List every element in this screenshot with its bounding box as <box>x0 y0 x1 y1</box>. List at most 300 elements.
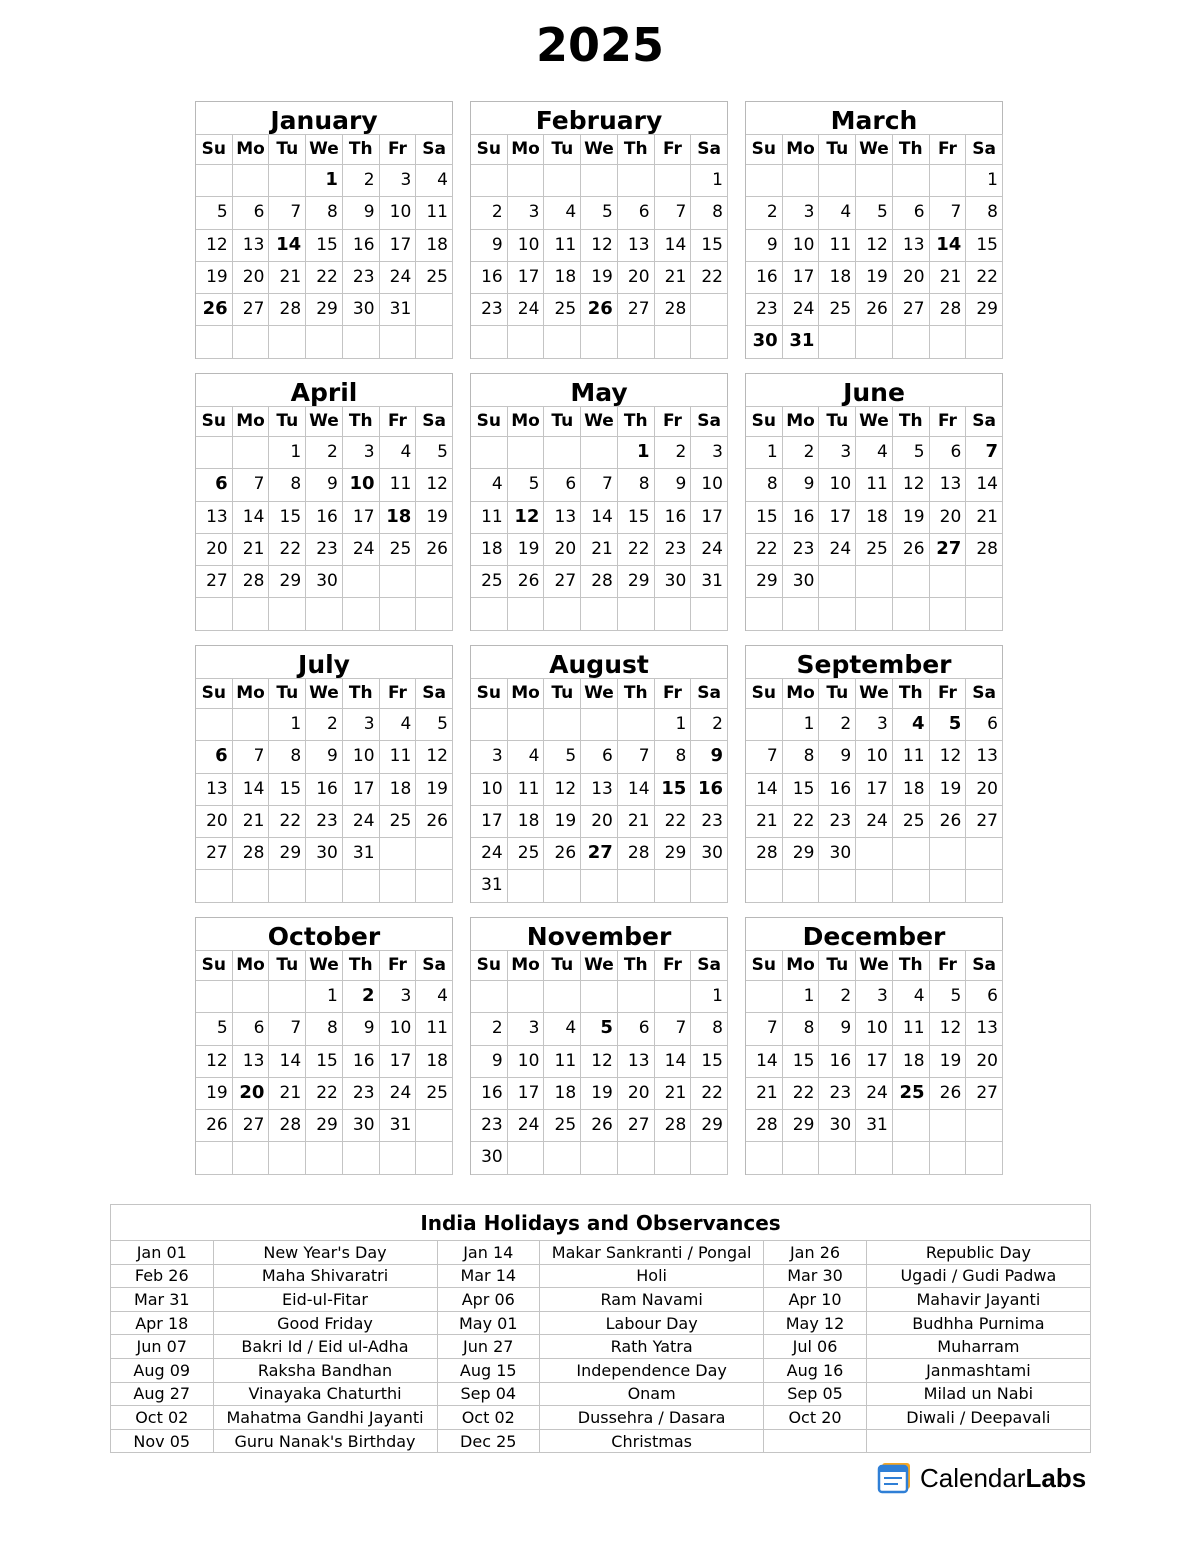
day-cell: 11 <box>819 230 856 262</box>
holiday-date: Apr 18 <box>111 1311 214 1335</box>
day-cell: 17 <box>508 262 545 294</box>
empty-cell <box>966 1110 1003 1142</box>
day-cell: 28 <box>746 1110 783 1142</box>
day-cell: 2 <box>819 981 856 1013</box>
holiday-name: Eid-ul-Fitar <box>213 1288 437 1312</box>
day-cell: 11 <box>544 230 581 262</box>
day-cell: 23 <box>471 1110 508 1142</box>
empty-cell <box>380 326 417 358</box>
empty-cell <box>343 598 380 630</box>
day-cell: 4 <box>380 437 417 469</box>
empty-cell <box>856 1142 893 1174</box>
day-cell: 7 <box>655 197 692 229</box>
day-cell: 22 <box>306 1078 343 1110</box>
weekday-header: Th <box>618 134 655 165</box>
empty-cell <box>416 1142 453 1174</box>
holiday-date: Sep 05 <box>764 1382 867 1406</box>
day-cell: 13 <box>233 230 270 262</box>
empty-cell <box>269 870 306 902</box>
empty-cell <box>618 870 655 902</box>
day-cell: 18 <box>893 1046 930 1078</box>
day-cell: 29 <box>306 1110 343 1142</box>
month-name: December <box>746 918 1003 950</box>
empty-cell <box>581 326 618 358</box>
day-cell: 1 <box>691 165 728 197</box>
weekday-header: Su <box>196 950 233 981</box>
empty-cell <box>746 870 783 902</box>
holiday-name: New Year's Day <box>213 1241 437 1265</box>
day-cell: 6 <box>966 709 1003 741</box>
day-cell: 29 <box>691 1110 728 1142</box>
weekday-header: We <box>581 134 618 165</box>
empty-cell <box>746 598 783 630</box>
day-cell: 28 <box>233 838 270 870</box>
empty-cell <box>930 326 967 358</box>
day-cell: 14 <box>746 774 783 806</box>
weekday-header: Mo <box>233 134 270 165</box>
day-cell: 25 <box>508 838 545 870</box>
empty-cell <box>581 598 618 630</box>
empty-cell <box>233 326 270 358</box>
day-cell: 16 <box>306 774 343 806</box>
weekday-header: Th <box>343 678 380 709</box>
holiday-date: Oct 02 <box>437 1406 540 1430</box>
weekday-header: Mo <box>233 950 270 981</box>
day-cell: 26 <box>544 838 581 870</box>
day-cell: 24 <box>343 534 380 566</box>
empty-cell <box>746 981 783 1013</box>
day-cell: 7 <box>233 469 270 501</box>
month-name: September <box>746 646 1003 678</box>
day-cell: 13 <box>196 502 233 534</box>
weekday-header: Tu <box>269 134 306 165</box>
empty-cell <box>233 1142 270 1174</box>
empty-cell <box>893 1110 930 1142</box>
empty-cell <box>508 598 545 630</box>
weekday-header: Tu <box>544 678 581 709</box>
empty-cell <box>966 838 1003 870</box>
day-cell: 26 <box>581 1110 618 1142</box>
holiday-row <box>111 1358 1091 1382</box>
day-cell: 12 <box>196 230 233 262</box>
day-cell: 31 <box>856 1110 893 1142</box>
day-cell: 24 <box>508 1110 545 1142</box>
day-cell: 26 <box>416 534 453 566</box>
holiday-row <box>111 1311 1091 1335</box>
day-cell: 9 <box>819 1013 856 1045</box>
weekday-header: Mo <box>508 678 545 709</box>
weekday-header: Sa <box>416 134 453 165</box>
day-cell: 10 <box>856 741 893 773</box>
day-cell: 7 <box>269 1013 306 1045</box>
day-cell: 26 <box>196 1110 233 1142</box>
empty-cell <box>581 437 618 469</box>
empty-cell <box>233 870 270 902</box>
day-cell: 13 <box>966 741 1003 773</box>
empty-cell <box>930 1110 967 1142</box>
day-cell: 6 <box>581 741 618 773</box>
weekday-header: Mo <box>233 406 270 437</box>
day-cell: 5 <box>930 981 967 1013</box>
day-cell: 19 <box>930 774 967 806</box>
holiday-name: Janmashtami <box>866 1358 1090 1382</box>
empty-cell <box>581 981 618 1013</box>
day-cell: 20 <box>544 534 581 566</box>
empty-cell <box>508 981 545 1013</box>
day-cell: 6 <box>618 197 655 229</box>
day-cell: 22 <box>746 534 783 566</box>
holiday-name: Maha Shivaratri <box>213 1264 437 1288</box>
month-may <box>470 373 728 631</box>
day-cell: 10 <box>343 741 380 773</box>
weekday-header: Su <box>471 678 508 709</box>
day-cell: 20 <box>196 534 233 566</box>
month-name: January <box>196 102 453 134</box>
day-cell: 23 <box>655 534 692 566</box>
month-june <box>745 373 1003 631</box>
holiday-row <box>111 1288 1091 1312</box>
weekday-header: Th <box>893 950 930 981</box>
day-cell: 27 <box>196 566 233 598</box>
empty-cell <box>544 709 581 741</box>
day-cell: 28 <box>966 534 1003 566</box>
day-cell: 18 <box>893 774 930 806</box>
day-cell: 20 <box>196 806 233 838</box>
weekday-header: Fr <box>930 678 967 709</box>
day-cell: 23 <box>471 294 508 326</box>
empty-cell <box>196 1142 233 1174</box>
day-cell: 5 <box>196 1013 233 1045</box>
holiday-row <box>111 1429 1091 1453</box>
holidays-title: India Holidays and Observances <box>111 1205 1091 1241</box>
day-cell: 29 <box>966 294 1003 326</box>
day-cell: 15 <box>655 774 692 806</box>
empty-cell <box>508 437 545 469</box>
day-cell: 26 <box>930 1078 967 1110</box>
weekday-header: Tu <box>544 134 581 165</box>
day-cell: 15 <box>783 774 820 806</box>
day-cell: 4 <box>893 981 930 1013</box>
empty-cell <box>746 165 783 197</box>
day-cell: 23 <box>819 1078 856 1110</box>
day-cell: 20 <box>233 1078 270 1110</box>
weekday-header: We <box>306 134 343 165</box>
day-cell: 3 <box>856 709 893 741</box>
day-cell: 19 <box>416 774 453 806</box>
day-cell: 16 <box>471 262 508 294</box>
day-cell: 1 <box>783 709 820 741</box>
day-cell: 3 <box>343 709 380 741</box>
day-cell: 20 <box>966 1046 1003 1078</box>
day-cell: 2 <box>343 165 380 197</box>
day-cell: 17 <box>819 502 856 534</box>
empty-cell <box>343 1142 380 1174</box>
month-july <box>195 645 453 903</box>
weekday-header: Sa <box>416 678 453 709</box>
holiday-name: Vinayaka Chaturthi <box>213 1382 437 1406</box>
day-cell: 24 <box>783 294 820 326</box>
day-cell: 17 <box>343 774 380 806</box>
holiday-name: Good Friday <box>213 1311 437 1335</box>
weekday-header: Mo <box>508 950 545 981</box>
weekday-header: Mo <box>783 134 820 165</box>
holiday-name: Onam <box>540 1382 764 1406</box>
day-cell: 4 <box>544 197 581 229</box>
day-cell: 2 <box>691 709 728 741</box>
empty-cell <box>930 838 967 870</box>
day-cell: 9 <box>471 230 508 262</box>
empty-cell <box>856 838 893 870</box>
day-cell: 12 <box>581 1046 618 1078</box>
day-cell: 30 <box>691 838 728 870</box>
day-cell: 14 <box>930 230 967 262</box>
day-cell: 25 <box>416 1078 453 1110</box>
empty-cell <box>343 870 380 902</box>
weekday-header: Tu <box>544 950 581 981</box>
day-cell: 29 <box>269 566 306 598</box>
day-cell: 15 <box>618 502 655 534</box>
empty-cell <box>233 437 270 469</box>
empty-cell <box>544 598 581 630</box>
day-cell: 1 <box>269 709 306 741</box>
empty-cell <box>471 437 508 469</box>
day-cell: 3 <box>508 197 545 229</box>
month-october <box>195 917 453 1175</box>
day-cell: 8 <box>783 1013 820 1045</box>
holiday-name: Holi <box>540 1264 764 1288</box>
day-cell: 28 <box>746 838 783 870</box>
day-cell: 18 <box>380 774 417 806</box>
month-name: November <box>471 918 728 950</box>
day-cell: 26 <box>581 294 618 326</box>
day-cell: 11 <box>893 741 930 773</box>
holiday-row <box>111 1335 1091 1359</box>
day-cell: 29 <box>306 294 343 326</box>
empty-cell <box>783 1142 820 1174</box>
day-cell: 30 <box>343 1110 380 1142</box>
weekday-header: We <box>856 678 893 709</box>
holiday-name: Milad un Nabi <box>866 1382 1090 1406</box>
day-cell: 27 <box>966 806 1003 838</box>
holiday-date: Jul 06 <box>764 1335 867 1359</box>
day-cell: 18 <box>819 262 856 294</box>
day-cell: 8 <box>691 197 728 229</box>
empty-cell <box>416 598 453 630</box>
month-april <box>195 373 453 631</box>
day-cell: 9 <box>471 1046 508 1078</box>
day-cell: 14 <box>655 230 692 262</box>
day-cell: 25 <box>380 534 417 566</box>
holiday-name: Labour Day <box>540 1311 764 1335</box>
empty-cell <box>691 870 728 902</box>
empty-cell <box>269 981 306 1013</box>
day-cell: 2 <box>655 437 692 469</box>
holiday-date: Jan 01 <box>111 1241 214 1265</box>
day-cell: 31 <box>343 838 380 870</box>
weekday-header: Tu <box>819 950 856 981</box>
day-cell: 24 <box>343 806 380 838</box>
empty-cell <box>544 326 581 358</box>
day-cell: 10 <box>691 469 728 501</box>
day-cell: 7 <box>746 741 783 773</box>
empty-cell <box>783 598 820 630</box>
day-cell: 13 <box>618 1046 655 1078</box>
day-cell: 10 <box>380 1013 417 1045</box>
day-cell: 31 <box>783 326 820 358</box>
day-cell: 8 <box>269 741 306 773</box>
weekday-header: Su <box>471 950 508 981</box>
weekday-header: Th <box>893 406 930 437</box>
holiday-date: Nov 05 <box>111 1429 214 1453</box>
day-cell: 7 <box>966 437 1003 469</box>
day-cell: 23 <box>819 806 856 838</box>
day-cell: 30 <box>343 294 380 326</box>
empty-cell <box>416 1110 453 1142</box>
day-cell: 25 <box>856 534 893 566</box>
day-cell: 13 <box>893 230 930 262</box>
empty-cell <box>856 165 893 197</box>
day-cell: 16 <box>783 502 820 534</box>
day-cell: 8 <box>618 469 655 501</box>
day-cell: 23 <box>746 294 783 326</box>
empty-cell <box>618 165 655 197</box>
empty-cell <box>819 870 856 902</box>
weekday-header: Fr <box>380 678 417 709</box>
day-cell: 9 <box>783 469 820 501</box>
weekday-header: Su <box>746 134 783 165</box>
holiday-name: Diwali / Deepavali <box>866 1406 1090 1430</box>
day-cell: 15 <box>306 230 343 262</box>
day-cell: 16 <box>471 1078 508 1110</box>
empty-cell <box>196 165 233 197</box>
weekday-header: Fr <box>655 678 692 709</box>
empty-cell <box>471 709 508 741</box>
day-cell: 25 <box>544 294 581 326</box>
day-cell: 24 <box>856 1078 893 1110</box>
calendar-logo-icon <box>876 1461 914 1495</box>
holiday-date: Aug 27 <box>111 1382 214 1406</box>
empty-cell <box>783 165 820 197</box>
day-cell: 27 <box>930 534 967 566</box>
empty-cell <box>746 1142 783 1174</box>
day-cell: 9 <box>306 741 343 773</box>
day-cell: 17 <box>380 230 417 262</box>
month-december <box>745 917 1003 1175</box>
empty-cell <box>269 1142 306 1174</box>
day-cell: 13 <box>618 230 655 262</box>
weekday-header: We <box>856 134 893 165</box>
day-cell: 1 <box>783 981 820 1013</box>
day-cell: 21 <box>930 262 967 294</box>
weekday-header: Sa <box>966 134 1003 165</box>
day-cell: 13 <box>233 1046 270 1078</box>
empty-cell <box>783 870 820 902</box>
day-cell: 12 <box>508 502 545 534</box>
day-cell: 31 <box>380 1110 417 1142</box>
day-cell: 8 <box>691 1013 728 1045</box>
holiday-name: Raksha Bandhan <box>213 1358 437 1382</box>
day-cell: 8 <box>655 741 692 773</box>
holiday-name: Independence Day <box>540 1358 764 1382</box>
empty-cell <box>508 1142 545 1174</box>
empty-cell <box>306 598 343 630</box>
empty-cell <box>930 870 967 902</box>
day-cell: 27 <box>233 294 270 326</box>
day-cell: 14 <box>655 1046 692 1078</box>
day-cell: 11 <box>380 469 417 501</box>
empty-cell <box>618 326 655 358</box>
weekday-header: Tu <box>269 406 306 437</box>
weekday-header: Su <box>471 134 508 165</box>
day-cell: 4 <box>380 709 417 741</box>
weekday-header: Mo <box>783 406 820 437</box>
month-name: April <box>196 374 453 406</box>
weekday-header: Fr <box>930 950 967 981</box>
weekday-header: Sa <box>966 406 1003 437</box>
holiday-row <box>111 1264 1091 1288</box>
empty-cell <box>655 981 692 1013</box>
empty-cell <box>306 870 343 902</box>
weekday-header: Fr <box>930 406 967 437</box>
day-cell: 23 <box>343 262 380 294</box>
empty-cell <box>893 326 930 358</box>
weekday-header: Sa <box>416 950 453 981</box>
day-cell: 23 <box>306 534 343 566</box>
month-name: May <box>471 374 728 406</box>
empty-cell <box>856 870 893 902</box>
day-cell: 19 <box>893 502 930 534</box>
day-cell: 1 <box>691 981 728 1013</box>
holiday-date: Jan 26 <box>764 1241 867 1265</box>
holiday-date: May 01 <box>437 1311 540 1335</box>
day-cell: 30 <box>819 1110 856 1142</box>
holiday-name: Ram Navami <box>540 1288 764 1312</box>
day-cell: 29 <box>655 838 692 870</box>
day-cell: 31 <box>691 566 728 598</box>
empty-cell <box>233 981 270 1013</box>
day-cell: 22 <box>691 1078 728 1110</box>
day-cell: 9 <box>306 469 343 501</box>
day-cell: 12 <box>856 230 893 262</box>
empty-cell <box>893 566 930 598</box>
holiday-date: Sep 04 <box>437 1382 540 1406</box>
day-cell: 28 <box>618 838 655 870</box>
weekday-header: Th <box>343 134 380 165</box>
empty-cell <box>196 709 233 741</box>
day-cell: 22 <box>269 806 306 838</box>
holiday-date: Aug 16 <box>764 1358 867 1382</box>
day-cell: 27 <box>893 294 930 326</box>
day-cell: 18 <box>416 230 453 262</box>
day-cell: 18 <box>544 1078 581 1110</box>
empty-cell <box>471 326 508 358</box>
weekday-header: Fr <box>655 406 692 437</box>
month-march <box>745 101 1003 359</box>
holiday-date: Mar 14 <box>437 1264 540 1288</box>
empty-cell <box>416 294 453 326</box>
weekday-header: Su <box>746 950 783 981</box>
day-cell: 22 <box>618 534 655 566</box>
day-cell: 8 <box>269 469 306 501</box>
day-cell: 4 <box>471 469 508 501</box>
day-cell: 12 <box>544 774 581 806</box>
day-cell: 28 <box>233 566 270 598</box>
day-cell: 11 <box>508 774 545 806</box>
day-cell: 26 <box>893 534 930 566</box>
day-cell: 19 <box>544 806 581 838</box>
day-cell: 12 <box>581 230 618 262</box>
day-cell: 11 <box>544 1046 581 1078</box>
